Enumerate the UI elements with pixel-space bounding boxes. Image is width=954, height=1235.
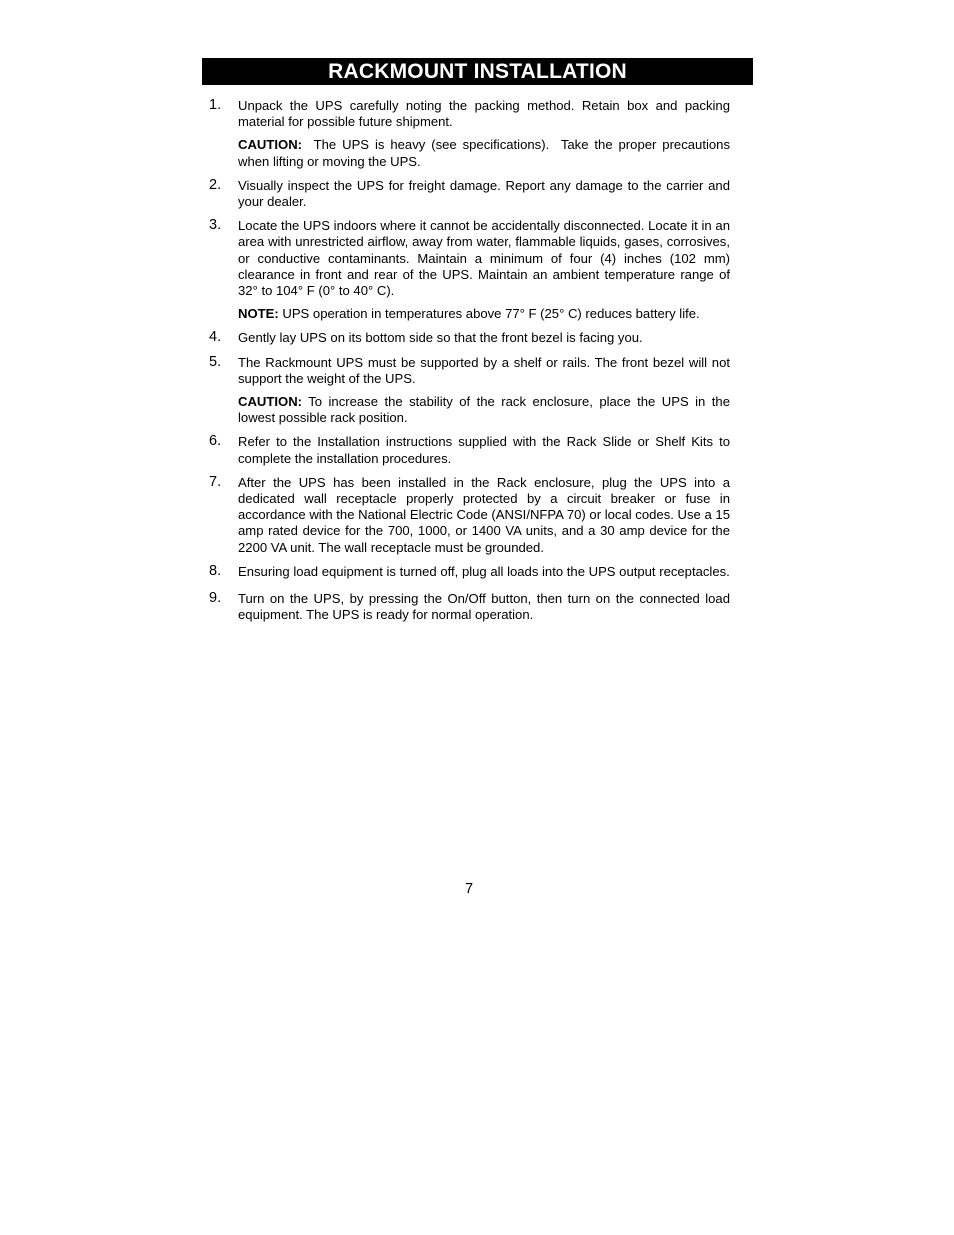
step-text: The Rackmount UPS must be supported by a shelf or rails. The front bezel will not support the weight of the UPS. — [238, 354, 730, 386]
page-number: 7 — [464, 881, 474, 897]
caution-text: The UPS is heavy (see specifications). Take the proper precautions when lifting or moving the UPS. — [238, 137, 734, 169]
step-7 — [202, 475, 730, 556]
step-9 — [202, 591, 730, 623]
step-text: After the UPS has been installed in the Rack enclosure, plug the UPS into a dedicated wall receptacle properly protected by a circuit breaker or fuse in accordance with the National Electric Code (ANSI/NFPA 70) or local codes. Use a 15 amp rated device for the 700, 1000, or 1400 VA units, and a 30 amp device for the 2200 VA unit. The wall receptacle must be grounded. — [238, 474, 730, 555]
page-title: RACKMOUNT INSTALLATION — [328, 60, 627, 83]
caution-label: CAUTION: — [238, 394, 303, 410]
step-text: Ensuring load equipment is turned off, plug all loads into the UPS output receptacles. — [238, 563, 730, 579]
step-text: Turn on the UPS, by pressing the On/Off button, then turn on the connected load equipment. The UPS is ready for normal operation. — [238, 591, 730, 623]
caution-text: To increase the stability of the rack enclosure, place the UPS in the lowest possible rack position. — [238, 394, 730, 426]
instruction-list — [202, 97, 734, 631]
step-number: 5. — [209, 353, 222, 370]
step-8 — [202, 564, 730, 580]
step-1 — [202, 97, 734, 170]
step-number: 4. — [209, 329, 222, 346]
step-text: Unpack the UPS carefully noting the packing method. Retain box and packing material for possible future shipment. — [238, 98, 730, 130]
step-caution — [238, 394, 730, 426]
step-3 — [202, 218, 730, 322]
caution-label: CAUTION: — [238, 137, 303, 153]
step-6 — [202, 434, 730, 466]
step-2 — [202, 178, 730, 210]
step-number: 2. — [209, 176, 222, 193]
step-number: 9. — [209, 590, 222, 607]
note-label: NOTE: — [238, 306, 279, 322]
step-number: 6. — [209, 433, 222, 450]
step-4 — [202, 330, 730, 346]
note-text: UPS operation in temperatures above 77° F (25° C) reduces battery life. — [278, 306, 700, 322]
step-number: 7. — [209, 473, 222, 490]
step-number: 3. — [209, 217, 222, 234]
step-text: Gently lay UPS on its bottom side so that the front bezel is facing you. — [238, 330, 643, 346]
step-text: Refer to the Installation instructions supplied with the Rack Slide or Shelf Kits to complete the installation procedures. — [238, 434, 730, 466]
step-text: Locate the UPS indoors where it cannot be accidentally disconnected. Locate it in an area with unrestricted airflow, away from water, flammable liquids, gases, corrosives, or conductive contaminants. Maintain a minimum of four (4) inches (102 mm) clearance in front and rear of the UPS. Maintain an ambient temperature range of 32° to 104° F (0° to 40° C). — [238, 218, 730, 299]
step-caution — [238, 137, 734, 169]
step-5 — [202, 355, 730, 427]
step-number: 1. — [209, 97, 222, 113]
section-header — [202, 58, 753, 85]
step-text: Visually inspect the UPS for freight damage. Report any damage to the carrier and your dealer. — [238, 177, 730, 210]
step-note — [238, 306, 730, 322]
step-number: 8. — [209, 562, 222, 579]
